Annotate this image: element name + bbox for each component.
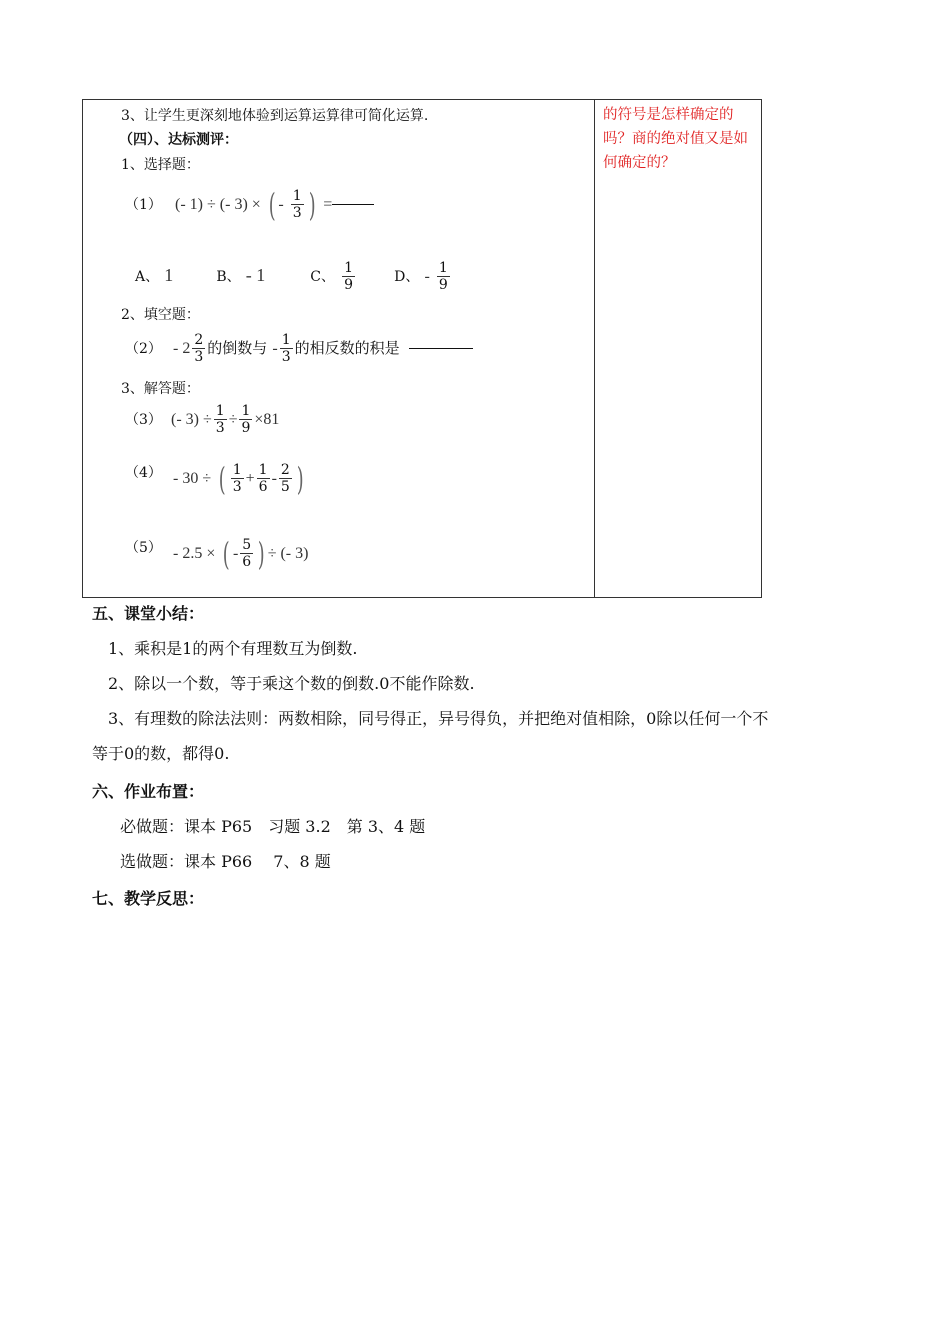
fill-title: 2、填空题：	[121, 307, 200, 323]
right-paren: )	[308, 185, 316, 224]
q1	[125, 185, 374, 224]
homework-optional: 选做题：课本 P66 7、8 题	[120, 852, 331, 871]
reflection-title: 七、教学反思：	[92, 889, 205, 908]
q4-fraction1: $\frac{1}{3}$	[232, 462, 242, 495]
summary-item-2: 2、除以一个数，等于乘这个数的倒数.0不能作除数.	[108, 674, 475, 693]
q1-label: （1）	[125, 197, 162, 213]
option-d-fraction: $\frac{1}{9}$	[438, 260, 448, 293]
q5-fraction: $\frac{5}{6}$	[242, 537, 252, 570]
q3-label: （3）	[125, 412, 162, 428]
section-4-title: （四）、达标测评：	[119, 132, 238, 148]
goal-3: 3、让学生更深刻地体验到运算运算律可简化运算.	[121, 108, 429, 124]
left-paren: (	[219, 459, 226, 498]
options-row	[135, 260, 452, 293]
q2-neg2: -	[272, 340, 278, 357]
option-c-fraction: $\frac{1}{9}$	[344, 260, 354, 293]
q3-div: ÷	[228, 411, 238, 428]
q2-text1: 的倒数与	[207, 339, 268, 357]
q2-label: （2）	[125, 341, 162, 357]
right-paren: )	[296, 459, 304, 498]
q4-label: （4）	[125, 465, 162, 481]
q4	[125, 459, 306, 498]
q2-answer-blank	[409, 348, 473, 349]
side-note: 的符号是怎样确定的吗？商的绝对值又是如何确定的？	[603, 107, 748, 171]
q1-eq: =	[323, 196, 333, 213]
option-d-neg: -	[424, 268, 430, 285]
q3-tail: ×81	[254, 411, 280, 428]
q5-expr: - 2.5 ×	[173, 545, 216, 562]
table-column-divider	[594, 100, 595, 597]
q1-fraction: $\frac{1}{3}$	[292, 188, 302, 221]
solve-title: 3、解答题：	[121, 381, 200, 397]
option-b-value: - 1	[245, 265, 266, 285]
q4-fraction3: $\frac{2}{5}$	[280, 462, 290, 495]
option-a-label: A、	[135, 269, 160, 285]
choice-title: 1、选择题：	[121, 157, 200, 173]
q4-plus: +	[245, 470, 255, 487]
q4-fraction2: $\frac{1}{6}$	[258, 462, 268, 495]
q3-expr: (- 3) ÷	[171, 411, 212, 428]
right-paren: )	[258, 534, 265, 573]
q2	[125, 332, 473, 365]
summary-item-3b: 等于0的数，都得0.	[92, 744, 230, 763]
q5-neg: -	[232, 545, 239, 562]
left-paren: (	[268, 185, 276, 224]
q3-fraction2: $\frac{1}{9}$	[241, 403, 251, 436]
q1-expr: (- 1) ÷ (- 3) ×	[175, 196, 261, 213]
q2-neg: - 2	[173, 340, 191, 357]
option-a-value: 1	[164, 265, 174, 285]
left-paren: (	[223, 534, 231, 573]
summary-item-1: 1、乘积是1的两个有理数互为倒数.	[108, 639, 358, 658]
summary-item-3a: 3、有理数的除法法则：两数相除，同号得正，异号得负，并把绝对值相除，0除以任何一个不	[108, 709, 769, 728]
q4-minus: -	[271, 470, 277, 487]
q5-label: （5）	[125, 540, 162, 556]
q4-expr: - 30 ÷	[173, 470, 212, 487]
option-c-label: C、	[310, 269, 336, 285]
q2-fraction2: $\frac{1}{3}$	[281, 332, 291, 365]
homework-title: 六、作业布置：	[92, 782, 205, 801]
option-b-label: B、	[216, 269, 241, 285]
q1-neg: -	[278, 196, 284, 213]
q3	[125, 403, 279, 436]
q5-tail: ÷ (- 3)	[267, 545, 309, 562]
q1-answer-blank	[332, 204, 374, 205]
q2-text2: 的相反数的积是	[294, 339, 400, 357]
lesson-table	[82, 99, 762, 598]
q2-fraction: $\frac{2}{3}$	[194, 332, 204, 365]
q5	[125, 534, 309, 573]
q3-fraction1: $\frac{1}{3}$	[215, 403, 225, 436]
option-d-label: D、	[394, 269, 420, 285]
homework-required: 必做题：课本 P65 习题 3.2 第 3、4 题	[120, 817, 426, 836]
summary-title: 五、课堂小结：	[92, 604, 205, 623]
